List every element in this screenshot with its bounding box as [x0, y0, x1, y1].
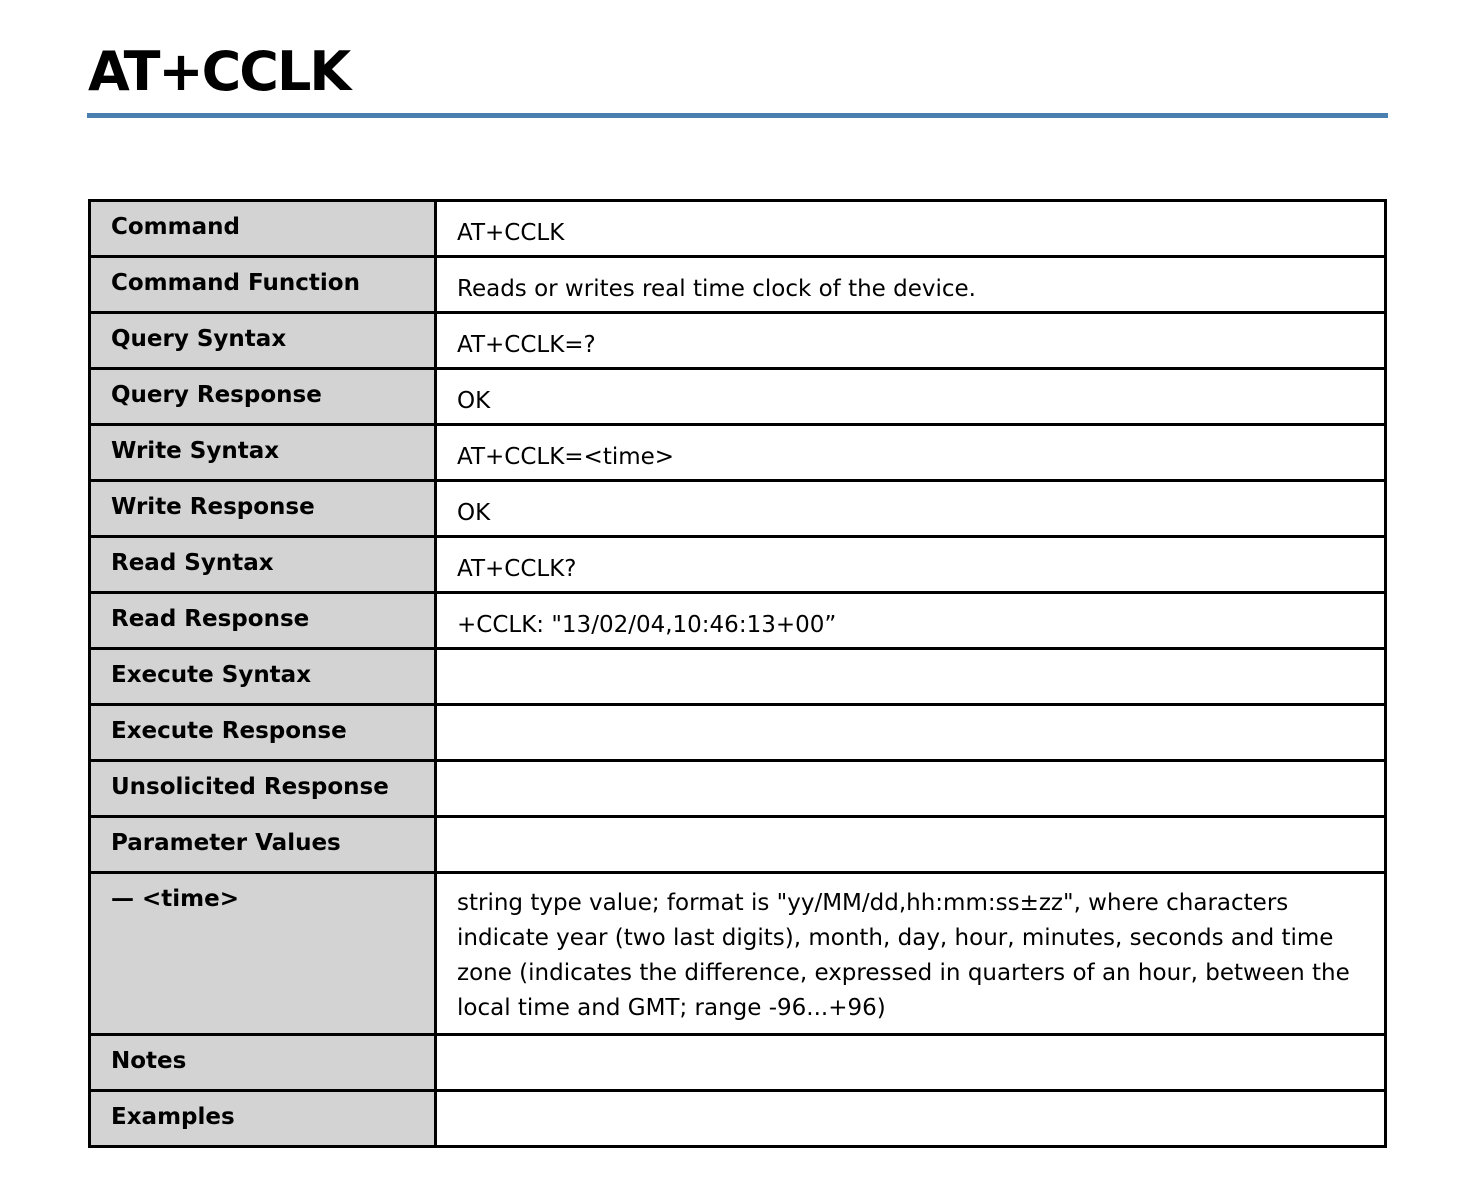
- row-value: [436, 649, 1386, 705]
- label-text: Command: [111, 214, 240, 240]
- value-text: OK: [457, 388, 491, 414]
- row-label: [90, 537, 436, 593]
- row-label: [90, 593, 436, 649]
- row-label: [90, 817, 436, 873]
- label-text: Execute Response: [111, 718, 347, 744]
- label-text: Write Response: [111, 494, 315, 520]
- row-label: [90, 313, 436, 369]
- page-title: AT+CCLK: [88, 40, 350, 103]
- row-value: [436, 201, 1386, 257]
- label-text: Read Response: [111, 606, 310, 632]
- row-label: [90, 705, 436, 761]
- row-label: [90, 873, 436, 1035]
- row-label: [90, 369, 436, 425]
- value-text: string type value; format is "yy/MM/dd,hh:mm:ss±zz", where characters indicate year (two last digits), month, day, hour, minutes, seconds and time zone (indicates the difference, expressed in quarters of an hour, between the local time and GMT; range -96...+96): [457, 890, 1350, 1021]
- label-text: Notes: [111, 1048, 187, 1074]
- label-text: Read Syntax: [111, 550, 274, 576]
- row-label: [90, 257, 436, 313]
- row-value: [436, 873, 1386, 1035]
- value-text: +CCLK: "13/02/04,10:46:13+00”: [457, 612, 837, 638]
- label-text: Unsolicited Response: [111, 774, 389, 800]
- row-value: [436, 313, 1386, 369]
- label-text: Execute Syntax: [111, 662, 312, 688]
- row-label: [90, 649, 436, 705]
- label-text: — <time>: [111, 886, 239, 912]
- row-label: [90, 425, 436, 481]
- row-value: [436, 537, 1386, 593]
- row-value: [436, 817, 1386, 873]
- command-spec-table: [88, 199, 1387, 1148]
- row-command: [90, 201, 1386, 257]
- label-text: Command Function: [111, 270, 360, 296]
- row-examples: [90, 1091, 1386, 1147]
- row-command-function: [90, 257, 1386, 313]
- label-text: Write Syntax: [111, 438, 280, 464]
- value-text: AT+CCLK: [457, 220, 565, 246]
- row-write-response: [90, 481, 1386, 537]
- label-text: Query Syntax: [111, 326, 287, 352]
- row-value: [436, 257, 1386, 313]
- row-label: [90, 201, 436, 257]
- value-text: AT+CCLK=?: [457, 332, 596, 358]
- row-read-response: [90, 593, 1386, 649]
- label-text: Parameter Values: [111, 830, 341, 856]
- row-value: [436, 705, 1386, 761]
- row-value: [436, 481, 1386, 537]
- row-unsolicited-response: [90, 761, 1386, 817]
- row-label: [90, 1035, 436, 1091]
- row-parameter-values: [90, 817, 1386, 873]
- label-text: Query Response: [111, 382, 322, 408]
- row-label: [90, 761, 436, 817]
- row-value: [436, 425, 1386, 481]
- row-label: [90, 481, 436, 537]
- row-write-syntax: [90, 425, 1386, 481]
- value-text: AT+CCLK?: [457, 556, 577, 582]
- value-text: OK: [457, 500, 491, 526]
- value-text: AT+CCLK=<time>: [457, 444, 675, 470]
- row-execute-response: [90, 705, 1386, 761]
- row-query-response: [90, 369, 1386, 425]
- row-value: [436, 761, 1386, 817]
- row-notes: [90, 1035, 1386, 1091]
- row-read-syntax: [90, 537, 1386, 593]
- row-value: [436, 1035, 1386, 1091]
- row-execute-syntax: [90, 649, 1386, 705]
- title-underline: [87, 113, 1388, 118]
- row-label: [90, 1091, 436, 1147]
- row-query-syntax: [90, 313, 1386, 369]
- row-value: [436, 1091, 1386, 1147]
- value-text: Reads or writes real time clock of the device.: [457, 276, 976, 302]
- label-text: Examples: [111, 1104, 235, 1130]
- row-value: [436, 593, 1386, 649]
- row-value: [436, 369, 1386, 425]
- row-param-time: [90, 873, 1386, 1035]
